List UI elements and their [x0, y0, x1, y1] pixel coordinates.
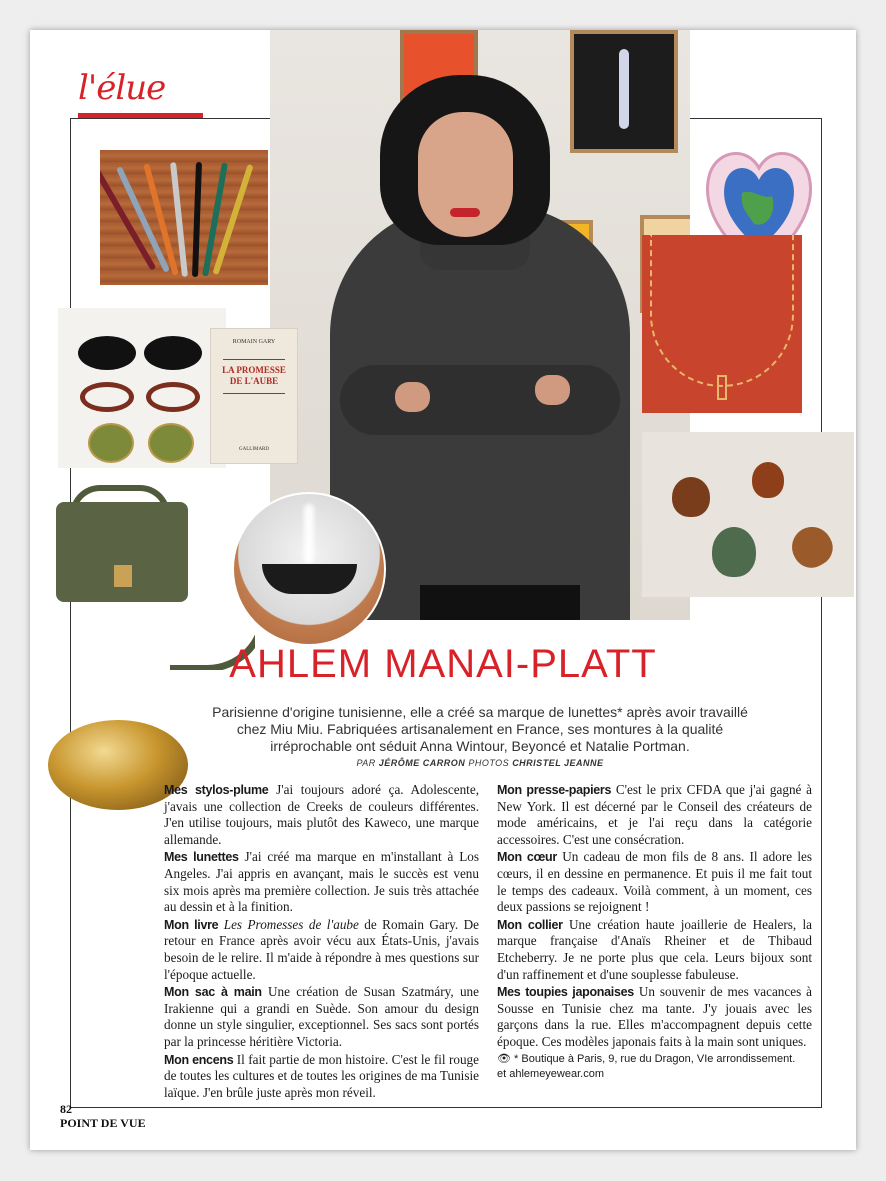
paragraph [164, 782, 479, 848]
frame-right [146, 382, 200, 412]
byline-photographer: CHRISTEL JEANNE [512, 758, 604, 768]
wall-painting-black [570, 30, 678, 153]
spinning-top-4 [785, 520, 840, 575]
book-rule-bottom [223, 393, 285, 394]
folio [60, 1102, 146, 1130]
bag-clasp [114, 565, 132, 587]
book-cover-photo [210, 328, 298, 464]
book-title-1: LA PROMESSE [222, 365, 286, 375]
book-title-2: DE L'AUBE [229, 376, 279, 386]
woman-lips [450, 208, 480, 217]
crossed-arms [340, 365, 620, 435]
paragraph-lead: Mes stylos-plume [164, 783, 269, 797]
necklace-chain [650, 235, 794, 387]
paragraph [497, 849, 812, 915]
page-title: AHLEM MANAI-PLATT [229, 642, 657, 686]
paragraph-text: Une création de Susan Szatmáry, une Irakienne qui a grandi en Suède. Son amour du design donne un style singulier, exceptionnel. Ses sacs sont portés par la princesse héritière Victoria. [164, 984, 479, 1049]
book-publisher: GALLIMARD [239, 447, 269, 452]
magazine-name: POINT DE VUE [60, 1116, 146, 1130]
sunglass-lens-left [78, 336, 136, 370]
byline-photos: PHOTOS [468, 758, 510, 768]
standfirst: Parisienne d'origine tunisienne, elle a créé sa marque de lunettes* après avoir travaillé chez Miu Miu. Fabriquées artisanalement en France, ses montures à la qualité irréprochable ont séduit Anna Wintour, Beyoncé et Natalie Portman. [212, 704, 748, 754]
rubric-underline [78, 113, 203, 118]
book-rule-top [223, 359, 285, 360]
paragraph [497, 984, 812, 1050]
article-column-2 [497, 782, 812, 1082]
hand-right [535, 375, 570, 405]
fountain-pens-photo [100, 150, 268, 285]
paragraph-lead: Mes lunettes [164, 850, 239, 865]
article-column-1 [164, 782, 479, 1102]
paragraph-text: de Romain Gary. De retour en France après avoir vécu aux États-Unis, j'avais besoin de le relire. Il m'aide à répondre à mes questions sur l'époque actuelle. [164, 916, 479, 982]
paragraph [164, 1052, 479, 1102]
necklace-pendant [717, 375, 727, 400]
paragraph-text: Un souvenir de mes vacances à Sousse en Tunisie chez ma tante. J'y jouais avec les garçons dans la rue. Elles m'accompagnent depuis cette époque. Ces modèles japonais faits à la main sont uniques. [497, 984, 812, 1049]
pen-green [202, 162, 228, 276]
paragraph-text: Un cadeau de mon fils de 8 ans. Il adore les cœurs, il en dessine en permanence. Et puis il me fait tout le temps des cadeaux. Voilà comment, à un moment, ces deux passions se rejoignent ! [497, 849, 812, 915]
paragraph [164, 917, 479, 983]
woman-face [418, 112, 513, 237]
page-number: 82 [60, 1102, 72, 1116]
paragraph [164, 849, 479, 915]
paragraph [497, 917, 812, 983]
spinning-top-1 [672, 477, 710, 517]
paragraph-text: Il fait partie de mon histoire. C'est le fil rouge de toutes les cultures et de toutes les origines de ma Tunisie laïque. J'en brûle juste après mon réveil. [164, 1051, 479, 1100]
incense-photo [232, 492, 386, 646]
bag-body [56, 502, 188, 602]
paragraph-text: J'ai créé ma marque en m'installant à Los Angeles. J'ai appris en avançant, mais le succès est venu six mois après ma première collection. Je suis très attachée au dessin et à la finition. [164, 849, 479, 915]
paragraph-lead: Mon cœur [497, 850, 557, 865]
necklace-photo [642, 235, 802, 413]
rubric-title: l'élue [78, 68, 166, 108]
paragraph-lead: Mon presse-papiers [497, 783, 612, 797]
paragraph-lead: Mon livre [164, 917, 219, 932]
incense-smoke [304, 504, 314, 564]
hand-left [395, 382, 430, 412]
spinning-top-3 [712, 527, 756, 577]
paragraph-text: J'ai toujours adoré ça. Adolescente, j'avais une collection de Creeks de couleurs différentes. J'en utilise toujours, mais plutôt des Kaweco, une marque allemande. [164, 782, 479, 847]
leather-pants [420, 585, 580, 620]
green-lens-left [88, 423, 134, 463]
byline-par: PAR [356, 758, 376, 768]
book-author: ROMAIN GARY [232, 339, 276, 345]
spinning-top-2 [752, 462, 784, 498]
paragraph-lead: Mon sac à main [164, 985, 262, 1000]
paragraph-lead: Mon collier [497, 917, 563, 932]
paragraph-lead: Mes toupies japonaises [497, 985, 634, 1000]
pen-black [192, 162, 202, 277]
footnote [497, 1052, 812, 1082]
paragraph-lead: Mon encens [164, 1052, 234, 1067]
spinning-tops-photo [642, 432, 854, 597]
incense-bowl [262, 564, 357, 594]
eye-icon: 👁 [497, 1052, 511, 1065]
book-title-italic: Les Promesses de l'aube [218, 916, 359, 932]
paragraph [164, 984, 479, 1050]
green-lens-right [148, 423, 194, 463]
sunglass-lens-right [144, 336, 202, 370]
paragraph-text: Une création haute joaillerie de Healers, la marque française d'Anaïs Rheiner et de Thibaud Etcheberry. Je ne porte plus que cela. Leurs bijoux sont d'un raffinement et d'une souplesse fabuleuse. [497, 916, 812, 982]
paragraph [497, 782, 812, 848]
byline [200, 758, 760, 768]
frame-left [80, 382, 134, 412]
eyeglasses-photo [58, 308, 226, 468]
footnote-line1: * Boutique à Paris, 9, rue du Dragon, VIe arrondissement. [514, 1052, 796, 1065]
byline-author: JÉRÔME CARRON [378, 758, 466, 768]
magazine-page [30, 30, 856, 1150]
paragraph-text: C'est le prix CFDA que j'ai gagné à New York. Il est décerné par le Conseil des créateurs de mode américains, et je l'ai reçu dans la catégorie accessoires. C'est une consécration. [497, 782, 812, 847]
footnote-line2: et ahlemeyewear.com [497, 1067, 604, 1080]
